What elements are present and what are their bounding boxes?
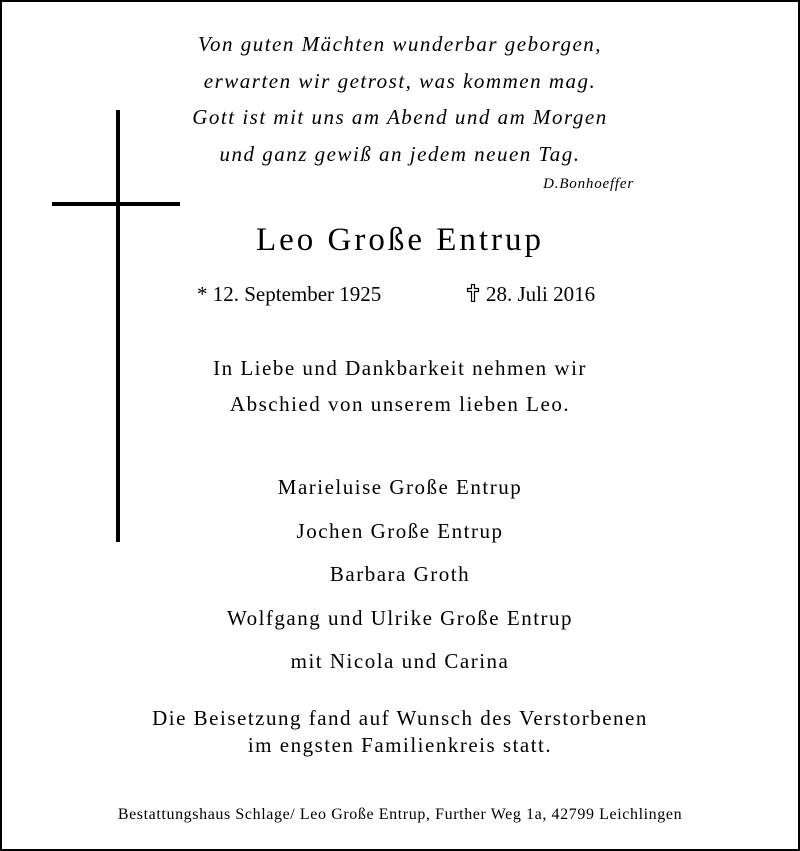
- poem-line: Von guten Mächten wunderbar geborgen,: [197, 32, 603, 56]
- poem-line: und ganz gewiß an jedem neuen Tag.: [219, 141, 581, 166]
- mourner-name: Jochen Große Entrup: [296, 518, 504, 543]
- death-date-group: [466, 282, 595, 307]
- burial-line: im engsten Familienkreis statt.: [247, 733, 553, 757]
- mourner-name: Barbara Groth: [329, 562, 471, 586]
- poem: [0, 26, 800, 172]
- death-date: 28. Juli 2016: [486, 282, 596, 306]
- burial-line: Die Beisetzung fand auf Wunsch des Verstorbenen: [152, 706, 648, 730]
- message-line: Abschied von unserem lieben Leo.: [229, 392, 571, 416]
- deceased-name: Leo Große Entrup: [255, 222, 545, 258]
- farewell-message: [0, 350, 800, 422]
- birth-date: * 12. September 1925: [197, 282, 382, 306]
- burial-notice: [0, 705, 800, 759]
- mourners-list: [0, 466, 800, 684]
- mourner-name: Marieluise Große Entrup: [277, 475, 523, 499]
- cross-icon: [466, 284, 480, 302]
- cross-icon-horizontal: [52, 202, 180, 206]
- poem-author: D.Bonhoeffer: [543, 176, 634, 192]
- mourner-name: Wolfgang und Ulrike Große Entrup: [226, 605, 574, 630]
- life-dates: [0, 282, 800, 308]
- poem-line: erwarten wir getrost, was kommen mag.: [203, 68, 597, 93]
- poem-line: Gott ist mit uns am Abend und am Morgen: [192, 105, 608, 129]
- message-line: In Liebe und Dankbarkeit nehmen wir: [213, 356, 587, 380]
- mourner-name: mit Nicola und Carina: [290, 649, 510, 673]
- funeral-home-address: Bestattungshaus Schlage/ Leo Große Entrup, Further Weg 1a, 42799 Leichlingen: [117, 806, 683, 823]
